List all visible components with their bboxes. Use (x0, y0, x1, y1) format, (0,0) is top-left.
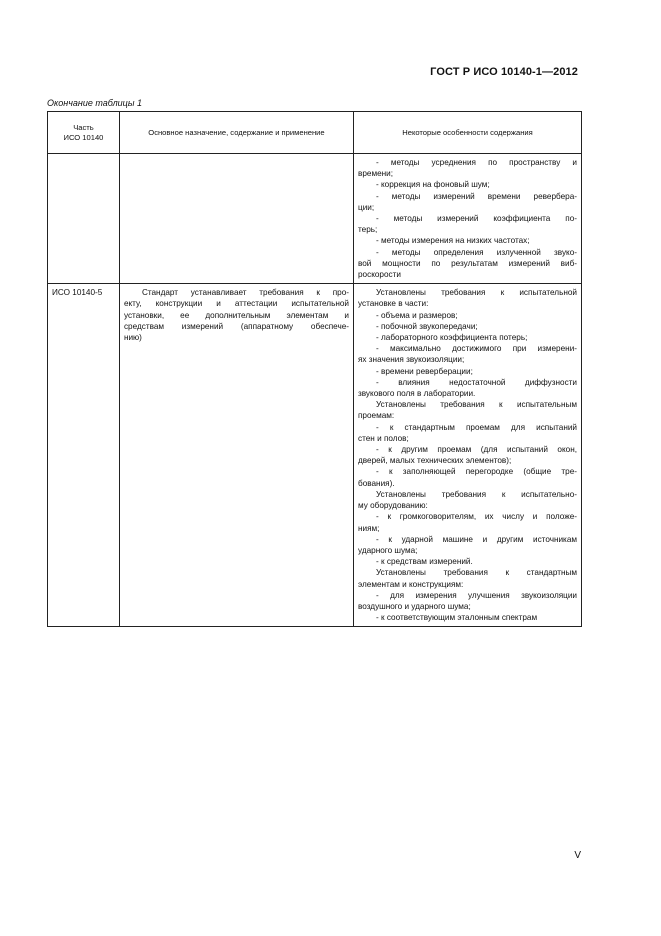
text-line: дверей, малых технических элементов); (358, 456, 512, 466)
text-line: установке в части: (358, 299, 429, 309)
header-part-line2: ИСО 10140 (63, 132, 104, 142)
text-line: ции; (358, 202, 375, 212)
text-line: роскорости (358, 270, 401, 280)
row2-purpose-cell (119, 284, 353, 627)
text-line: - побочной звукопередачи; (376, 321, 478, 331)
text-line: вой мощности по результатам измерений виб- (358, 258, 577, 268)
text-line: - коррекция на фоновый шум; (376, 180, 490, 190)
text-line: Стандарт устанавливает требования к про- (141, 288, 349, 298)
row1-features-cell (354, 154, 582, 284)
text-line: бования). (358, 478, 395, 488)
text-line: Установлены требования к испытательной (376, 288, 577, 298)
document-header: ГОСТ Р ИСО 10140-1—2012 (430, 66, 578, 78)
text-line: средствам измерений (аппаратному обеспече- (123, 321, 349, 331)
text-line: - времени реверберации; (376, 366, 473, 376)
header-part (48, 112, 120, 154)
row1-features-text (354, 154, 581, 283)
text-line: - методы измерения на низких частотах; (376, 236, 530, 246)
text-line: - лабораторного коэффициента потерь; (376, 333, 528, 343)
text-line: - к стандартным проемам для испытаний (376, 422, 577, 432)
text-line: Установлены требования к испытательным (376, 400, 577, 410)
text-line: - к соответствующим эталонным спектрам (376, 613, 538, 623)
header-part-line1: Часть (73, 122, 94, 132)
text-line: терь; (358, 225, 378, 235)
text-line: нию) (123, 333, 142, 343)
row2-features-text (354, 284, 581, 626)
text-line: - влияния недостаточной диффузности (376, 377, 577, 387)
text-line: - для измерения улучшения звукоизоляции (376, 590, 577, 600)
text-line: ях значения звукоизоляции; (358, 355, 465, 365)
text-line: Установлены требования к стандартным (376, 568, 577, 578)
text-line: екту, конструкции и аттестации испытательной (123, 299, 349, 309)
text-line: - методы измерений коэффициента по- (376, 214, 577, 224)
content-table (47, 111, 582, 627)
text-line: - методы измерений времени ревербера- (376, 191, 577, 201)
text-line: элементам и конструкциям: (358, 579, 464, 589)
table-row (48, 284, 582, 627)
text-line: ниям; (358, 523, 380, 533)
text-line: - максимально достижимого при измерени- (376, 344, 577, 354)
text-line: - к ударной машине и другим источникам (376, 534, 577, 544)
text-line: - к средствам измерений. (376, 557, 473, 567)
text-line: проемам: (358, 411, 395, 421)
text-line: ударного шума; (358, 545, 418, 555)
text-line: - методы усреднения по пространству и (376, 158, 577, 167)
text-line: - к другим проемам (для испытаний окон, (376, 445, 577, 455)
text-line: - к громкоговорителям, их числу и положе- (376, 512, 577, 522)
table-row (48, 154, 582, 284)
row2-part-text: ИСО 10140-5 (52, 288, 103, 298)
header-purpose: Основное назначение, содержание и применение (119, 112, 353, 154)
text-line: му оборудованию: (358, 501, 428, 511)
page-number: V (574, 850, 581, 861)
text-line: времени; (358, 169, 394, 179)
text-line: Установлены требования к испытательно- (376, 489, 577, 499)
text-line: - к заполняющей перегородке (общие тре- (376, 467, 577, 477)
text-line: - методы определения излученной звуко- (376, 247, 577, 257)
text-line: установки, ее дополнительным элементам и (123, 310, 349, 320)
row2-purpose-text (120, 284, 353, 346)
table-header-row (48, 112, 582, 154)
header-features: Некоторые особенности содержания (354, 112, 582, 154)
row1-part-cell (48, 154, 120, 284)
text-line: стен и полов; (358, 433, 409, 443)
table-caption: Окончание таблицы 1 (47, 98, 142, 108)
text-line: звукового поля в лаборатории. (358, 389, 476, 399)
row2-part-cell (48, 284, 120, 627)
text-line: воздушного и ударного шума; (358, 601, 471, 611)
text-line: - объема и размеров; (376, 310, 458, 320)
row1-purpose-cell (119, 154, 353, 284)
row2-features-cell (354, 284, 582, 627)
